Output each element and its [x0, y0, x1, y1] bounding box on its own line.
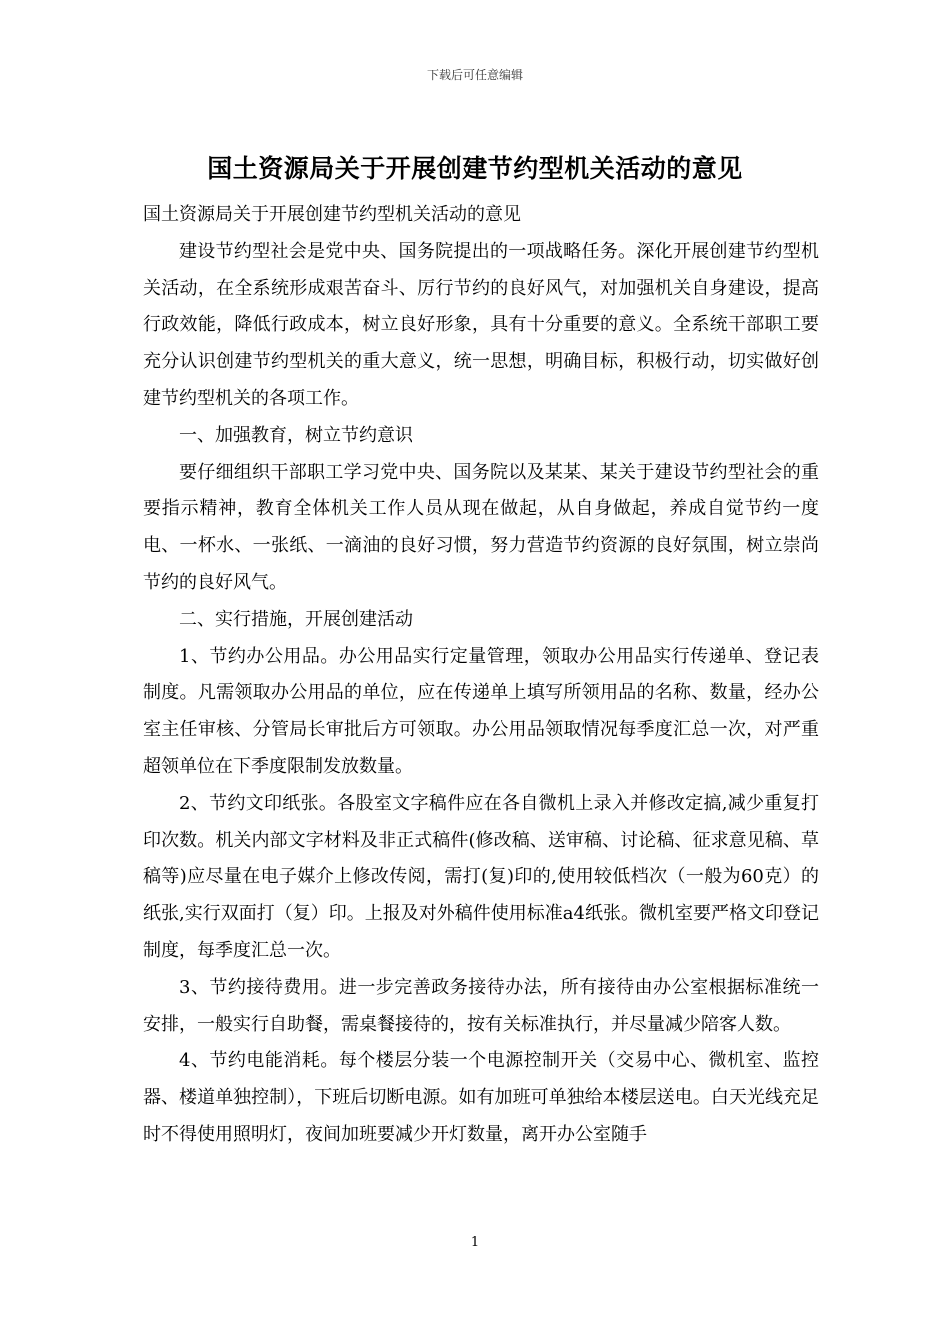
section-heading: 一、加强教育，树立节约意识	[179, 424, 413, 446]
subtitle-paragraph: 国土资源局关于开展创建节约型机关活动的意见	[143, 204, 521, 225]
document-title: 国土资源局关于开展创建节约型机关活动的意见	[207, 154, 743, 183]
document-body	[143, 197, 819, 1154]
body-paragraph: 建设节约型社会是党中央、国务院提出的一项战略任务。深化开展创建节约型机关活动，在全系统形成艰苦奋斗、厉行节约的良好风气，对加强机关自身建设，提高行政效能，降低行政成本，树立良好形象，具有十分重要的意义。全系统干部职工要充分认识创建节约型机关的重大意义，统一思想，明确目标，积极行动，切实做好创建节约型机关的各项工作。	[143, 240, 819, 409]
page-number: 1	[470, 1235, 480, 1250]
body-paragraph: 要仔细组织干部职工学习党中央、国务院以及某某、某关于建设节约型社会的重要指示精神，教育全体机关工作人员从现在做起，从自身做起，养成自觉节约一度电、一杯水、一张纸、一滴油的良好习惯，努力营造节约资源的良好氛围，树立崇尚节约的良好风气。	[143, 461, 819, 593]
body-paragraph: 3、节约接待费用。进一步完善政务接待办法，所有接待由办公室根据标准统一安排，一般实行自助餐，需桌餐接待的，按有关标准执行，并尽量减少陪客人数。	[143, 976, 819, 1035]
body-paragraph: 2、节约文印纸张。各股室文字稿件应在各自微机上录入并修改定搞,减少重复打印次数。机关内部文字材料及非正式稿件(修改稿、送审稿、讨论稿、征求意见稿、草稿等)应尽量在电子媒介上修改传阅，需打(复)印的,使用较低档次（一般为60克）的纸张,实行双面打（复）印。上报及对外稿件使用标准a4纸张。微机室要严格文印登记制度，每季度汇总一次。	[143, 792, 819, 961]
header-note: 下载后可任意编辑	[426, 68, 523, 82]
section-heading: 二、实行措施，开展创建活动	[179, 608, 413, 630]
body-paragraph: 1、节约办公用品。办公用品实行定量管理，领取办公用品实行传递单、登记表制度。凡需领取办公用品的单位，应在传递单上填写所领用品的名称、数量，经办公室主任审核、分管局长审批后方可领取。办公用品领取情况每季度汇总一次，对严重超领单位在下季度限制发放数量。	[143, 645, 819, 777]
body-paragraph: 4、节约电能消耗。每个楼层分装一个电源控制开关（交易中心、微机室、监控器、楼道单独控制），下班后切断电源。如有加班可单独给本楼层送电。白天光线充足时不得使用照明灯，夜间加班要减少开灯数量，离开办公室随手	[143, 1050, 819, 1145]
